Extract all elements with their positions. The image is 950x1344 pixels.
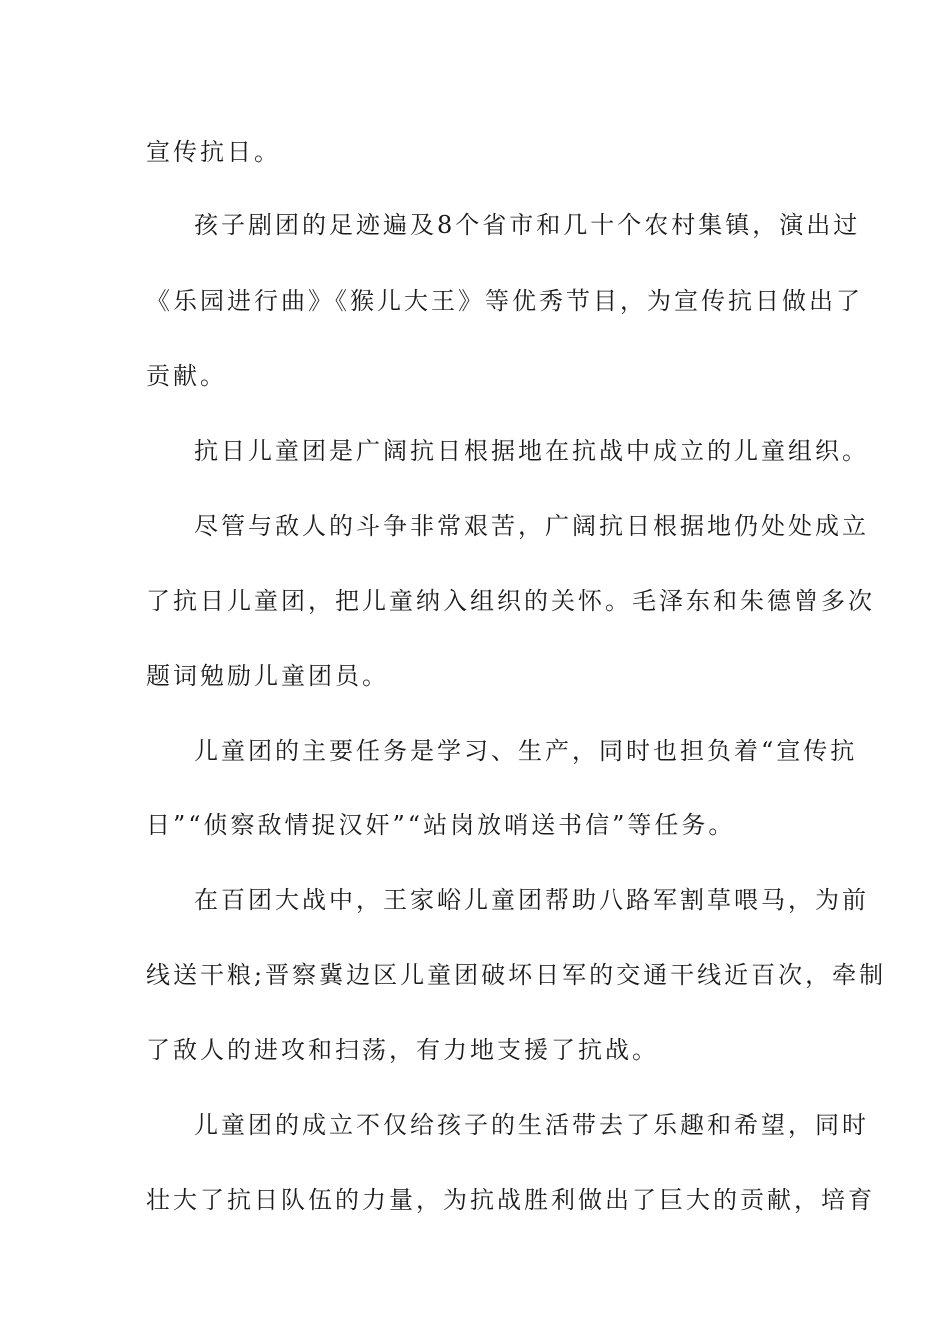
text-line: 日”“侦察敌情捉汉奸”“站岗放哨送书信”等任务。: [146, 811, 736, 839]
text-line: 线送干粮;晋察冀边区儿童团破坏日军的交通干线近百次，牵制: [146, 961, 887, 989]
paragraph-first-line: 尽管与敌人的斗争非常艰苦，广阔抗日根据地仍处处成立: [194, 512, 869, 540]
text-line: 贡献。: [146, 362, 227, 390]
text-line: 《乐园进行曲》《猴儿大王》等优秀节目，为宣传抗日做出了: [146, 287, 863, 315]
paragraph-first-line: 儿童团的主要任务是学习、生产，同时也担负着“宣传抗: [194, 737, 858, 765]
text-line: 了抗日儿童团，把儿童纳入组织的关怀。毛泽东和朱德曾多次: [146, 587, 875, 615]
paragraph-first-line: 在百团大战中，王家峪儿童团帮助八路军割草喂马，为前: [194, 886, 869, 914]
text-line: 宣传抗日。: [146, 138, 281, 166]
paragraph-first-line: 儿童团的成立不仅给孩子的生活带去了乐趣和希望，同时: [194, 1111, 869, 1139]
paragraph-first-line: 孩子剧团的足迹遍及8个省市和几十个农村集镇，演出过: [194, 211, 861, 239]
text-line: 了敌人的进攻和扫荡，有力地支援了抗战。: [146, 1036, 659, 1064]
paragraph-first-line: 抗日儿童团是广阔抗日根据地在抗战中成立的儿童组织。: [194, 437, 869, 465]
text-line: 壮大了抗日队伍的力量，为抗战胜利做出了巨大的贡献，培育: [146, 1186, 875, 1214]
text-line: 题词勉励儿童团员。: [146, 662, 389, 690]
